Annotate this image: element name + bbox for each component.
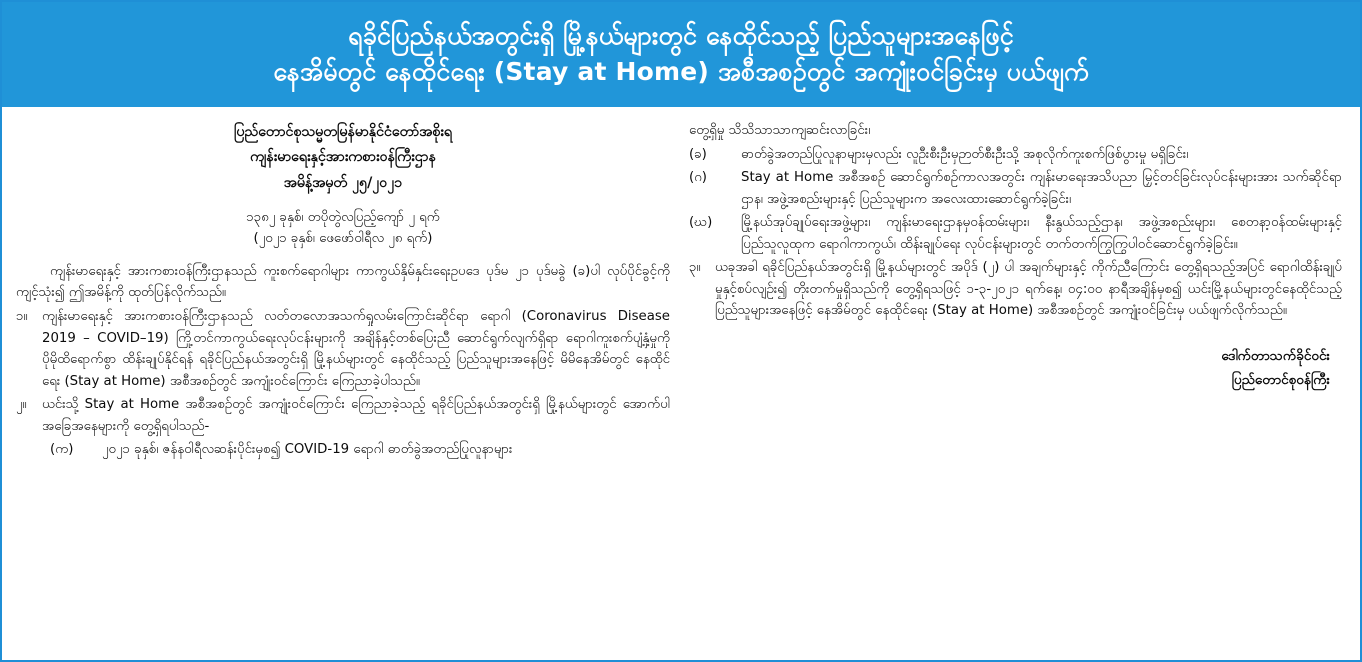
continuation-text: တွေ့ရှိမှု သိသိသာသာကျဆင်းလာခြင်း၊ xyxy=(689,123,871,138)
left-column xyxy=(16,120,670,463)
clause-2-sub-c xyxy=(689,167,1342,210)
clause-2-sub-d-marker: (ဃ) xyxy=(689,215,713,231)
clause-2-sub-b-text: ဓာတ်ခွဲအတည်ပြုလူနာများမှလည်း လူဦးစီးဦးမှဉာတ်စီးဦးသို့ အစုလိုက်ကူးစက်ဖြစ်ပွားမှု မရှိခြင်း၊ xyxy=(741,146,1189,162)
clause-2-text: ယင်းသို့ Stay at Home အစီအစဉ်တွင် အကျုံးဝင်ကြောင်း ကြေညာခဲ့သည့် ရခိုင်ပြည်နယ်အတွင်းရှိ မြို့နယ်များတွင် အောက်ပါအခြေအနေများကို တွေ့ရှိရပါသည်- xyxy=(42,397,670,434)
right-column xyxy=(688,120,1342,463)
clause-2-sub-c-text: Stay at Home အစီအစဉ် ဆောင်ရွက်စဉ်ကာလအတွင်း ကျန်းမာရေးအသိပညာ မြှင့်တင်ခြင်းလုပ်ငန်းများအား သက်ဆိုင်ရာဌာန၊ အဖွဲ့အစည်းများနှင့် ပြည်သူများက အလေးထားဆောင်ရွက်ခဲ့ခြင်း၊ xyxy=(741,170,1342,207)
clause-2 xyxy=(16,394,670,437)
ministry-heading-line-1: ပြည်တောင်စုသမ္မတမြန်မာနိုင်ငံတော်အစိုးရ xyxy=(234,124,452,140)
ministry-heading-line-2: ကျန်းမာရေးနှင့်အားကစားဝန်ကြီးဌာန xyxy=(250,149,436,166)
clause-2-sub-d-text: မြို့နယ်အုပ်ချုပ်ရေးအဖွဲ့များ၊ ကျန်းမာရေးဌာနမှဝန်ထမ်းများ၊ နီးနွယ်သည့်ဌာန၊ အဖွဲ့အစည်းများ၊ စေတနာ့ဝန်ထမ်းများနှင့် ပြည်သူလူထုက ရောဂါကာကွယ်၊ ထိန်းချုပ်ရေး လုပ်ငန်းများတွင် တက်တက်ကြွကြွပါဝင်ဆောင်ရွက်ခဲ့ခြင်း။ xyxy=(741,215,1342,252)
banner-title-line-1: ရခိုင်ပြည်နယ်အတွင်းရှိ မြို့နယ်များတွင် နေထိုင်သည့် ပြည်သူများအနေဖြင့် xyxy=(348,21,1014,50)
clause-1 xyxy=(16,306,670,392)
clause-3 xyxy=(689,257,1342,322)
clause-1-text: ကျန်းမာရေးနှင့် အားကစားဝန်ကြီးဌာနသည် လတ်တလောအသက်ရှုလမ်းကြောင်းဆိုင်ရာ ရောဂါ (Coronavirus Disease 2019 – COVID–19) ကြို့တင်ကာကွယ်ရေးလုပ်ငန်းများကို အချိန်နှင့်တစ်ပြေးညီ ဆောင်ရွက်လျက်ရှိရာ ရောဂါကူးစက်ပျံ့နှံ့မှုကို ပိုမိုထိရောက်စွာ ထိန်းချုပ်နိုင်ရန် ရခိုင်ပြည်နယ်အတွင်းရှိ မြို့နယ်များတွင် နေထိုင်သည့် ပြည်သူများအနေဖြင့် မိမိနေအိမ်တွင် နေထိုင်ရေး (Stay at Home) အစီအစဉ်တွင် အကျုံးဝင်ကြောင်း ကြေညာခဲ့ပါသည်။ xyxy=(42,308,670,389)
document-body xyxy=(2,110,1360,469)
clause-2-sub-a-text: ၂၀၂၁ ခုနှစ်၊ ဇန်နဝါရီလဆန်းပိုင်းမှစ၍ COVID-19 ရောဂါ ဓာတ်ခွဲအတည်ပြုလူနာများ xyxy=(102,442,513,458)
signatory-title: ပြည်တောင်စုဝန်ကြီး xyxy=(1231,372,1330,389)
clause-2-sub-a-marker: (က) xyxy=(50,442,74,458)
clause-2-sub-b-marker: (ခ) xyxy=(689,146,707,162)
preamble-paragraph: ကျန်းမာရေးနှင့် အားကစားဝန်ကြီးဌာနသည် ကူးစက်ရောဂါများ ကာကွယ်နှိမ်နှင်းရေးဥပဒေ ပုဒ်မ ၂၁ ပုဒ်မခွဲ (ခ)ပါ လုပ်ပိုင်ခွင့်ကို ကျင့်သုံး၍ ဤအမိန့်ကို ထုတ်ပြန်လိုက်သည်။ xyxy=(16,263,670,301)
clause-2-sub-c-marker: (ဂ) xyxy=(689,170,707,186)
clause-3-text: ယခုအခါ ရခိုင်ပြည်နယ်အတွင်းရှိ မြို့နယ်များတွင် အပိုဒ် (၂) ပါ အချက်များနှင့် ကိုက်ညီကြောင်း တွေ့ရှိရသည့်အပြင် ရောဂါထိန်းချုပ်မှုနှင့်စပ်လျဉ်း၍ တိုးတက်မှုရှိသည်ကို တွေ့ရှိရသဖြင့် ၁-၃-၂၀၂၁ ရက်နေ့၊ ၀၄:၀၀ နာရီအချိန်မှစ၍ ယင်းမြို့နယ်များတွင်နေထိုင်သည့် ပြည်သူများအနေဖြင့် နေအိမ်တွင် နေထိုင်ရေး (Stay at Home) အစီအစဉ်တွင် အကျုံးဝင်ခြင်းမှ ပယ်ဖျက်လိုက်သည်။ xyxy=(715,260,1342,319)
order-number: အမိန့်အမှတ် ၂၅/၂၀၂၁ xyxy=(283,174,403,191)
order-date-myanmar: ၁၃၈၂ ခုနှစ်၊ တပိုတွဲလပြည့်ကျော် ၂ ရက် xyxy=(246,209,440,225)
clause-2-sub-d xyxy=(689,212,1342,255)
clause-2-marker: ၂။ xyxy=(16,397,27,413)
document-banner xyxy=(2,2,1360,110)
signature-block xyxy=(689,344,1342,393)
banner-title-line-2: နေအိမ်တွင် နေထိုင်ရေး (Stay at Home) အစီအစဥ်တွင် အကျုံးဝင်ခြင်းမှ ပယ်ဖျက် xyxy=(273,56,1089,86)
clause-2-sub-b xyxy=(689,144,1342,166)
clause-3-marker: ၃။ xyxy=(689,260,701,276)
clause-2-sub-a xyxy=(16,439,670,461)
order-date-gregorian: (၂၀၂၁ ခုနှစ်၊ ဖေဖော်ဝါရီလ ၂၈ ရက်) xyxy=(253,231,433,247)
clause-1-marker: ၁။ xyxy=(16,308,28,324)
signatory-name: ဒေါက်တာသက်ခိုင်ဝင်း xyxy=(1221,347,1330,364)
